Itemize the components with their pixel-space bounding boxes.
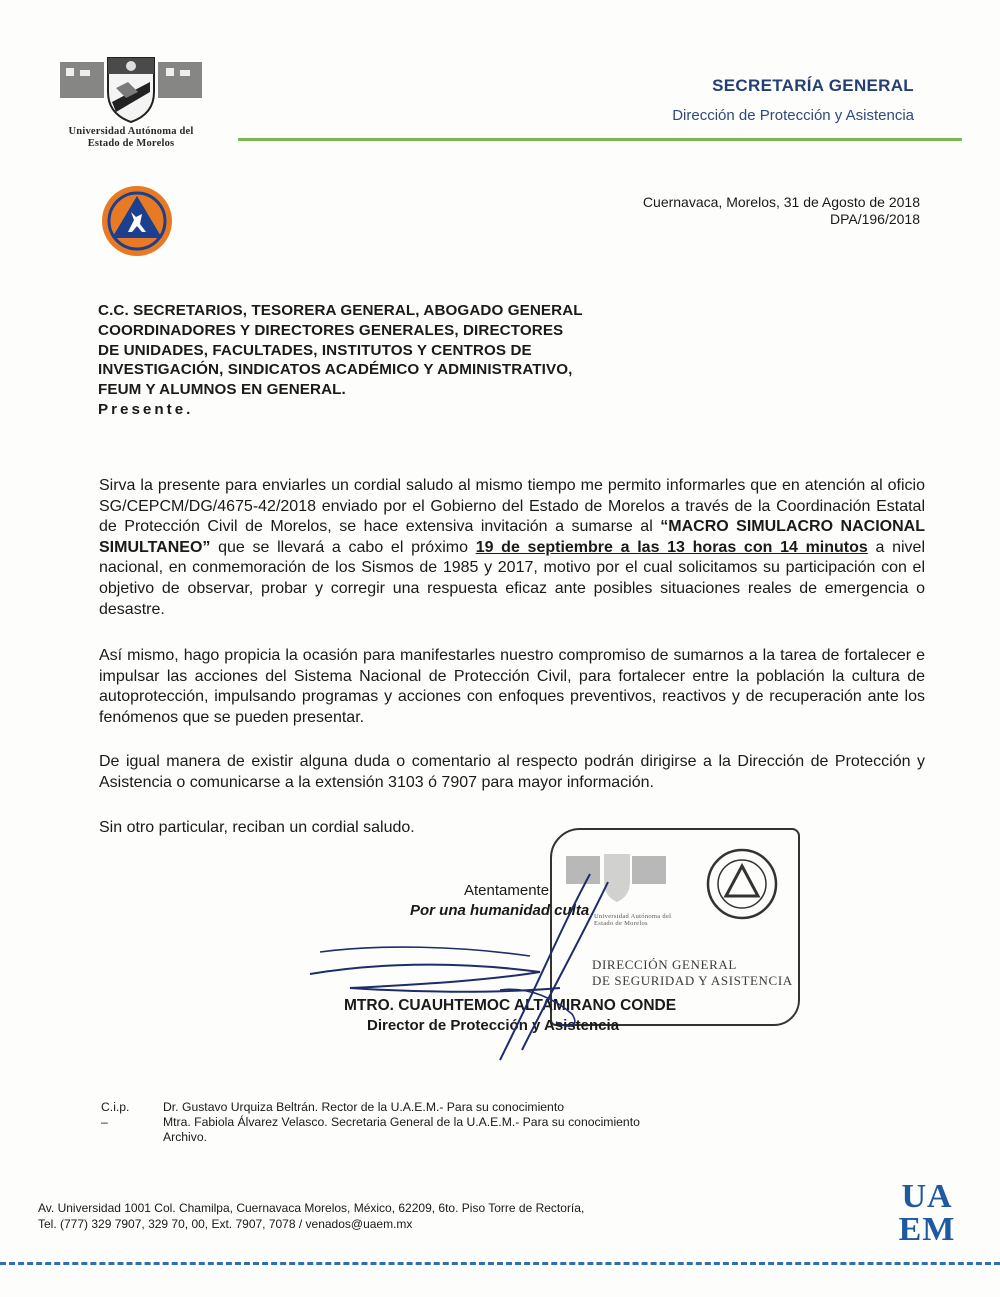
p1-text-c: a nivel nacional, en conmemoración de los Sismos de 1985 y 2017, motivo por el cual solicitamos su participación con el objetivo de observar, probar y corregir una respuesta eficaz ante posibles situaciones reales de emergencia o desastre. [99, 538, 926, 618]
uaem-logo-line1: UA [901, 1178, 953, 1215]
addressee-line: INVESTIGACIÓN, SINDICATOS ACADÉMICO Y ADMINISTRATIVO, [98, 361, 573, 379]
addressee-line: FEUM Y ALUMNOS EN GENERAL. [98, 381, 346, 399]
signer-role: Director de Protección y Asistencia [367, 1017, 620, 1034]
seal-university-line2: Estado de Morelos [594, 920, 648, 927]
place-date: Cuernavaca, Morelos, 31 de Agosto de 2018 [642, 194, 920, 210]
letterhead-department [672, 76, 914, 124]
addressee-line: COORDINADORES Y DIRECTORES GENERALES, DIRECTORES [98, 321, 564, 339]
body-paragraph-4 [99, 818, 925, 839]
p1-text-b: que se llevará a cabo el próximo [210, 538, 476, 556]
addressee-block [98, 301, 658, 420]
seal-line1: DIRECCIÓN GENERAL [592, 957, 737, 972]
document-reference: DPA/196/2018 [829, 211, 920, 227]
civil-protection-logo [100, 184, 174, 258]
cc-label: C.i.p. – [101, 1100, 130, 1129]
footer-divider [0, 1262, 1000, 1265]
p3-text: De igual manera de existir alguna duda o comentario al respecto podrán dirigirse a la Dirección de Protección y Asistencia o comunicarse a la extensión 3103 ó 7907 para mayor información. [99, 753, 925, 791]
header-divider [238, 138, 962, 141]
footer-address-line: Av. Universidad 1001 Col. Chamilpa, Cuernavaca Morelos, México, 62209, 6to. Piso Torre de Rectoría, [38, 1201, 585, 1215]
p4-text: Sin otro particular, reciban un cordial saludo. [99, 819, 415, 836]
body-paragraph-3 [99, 752, 925, 793]
p1-text-a: Sirva la presente para enviarles un cordial saludo al mismo tiempo me permito informarles que en atención al oficio SG/CEPCM/DG/4675-42/2018 enviado por el Gobierno del Estado de Morelos a través de la Coordinación Estatal de Protección Civil de Morelos, se hace extensiva invitación a sumarse al [99, 477, 925, 536]
letter-date-reference [643, 194, 920, 228]
event-datetime: 19 de septiembre a las 13 horas con 14 minutos [475, 538, 868, 556]
cc-line: Dr. Gustavo Urquiza Beltrán. Rector de la U.A.E.M.- Para su conocimiento [163, 1100, 564, 1114]
presente-label: Presente. [98, 400, 194, 418]
signature-mark [290, 860, 620, 1070]
closing: Atentamente [464, 882, 550, 899]
seal-university-line1: Universidad Autónoma del [594, 913, 672, 920]
direccion-subtitle: Dirección de Protección y Asistencia [672, 107, 914, 124]
uaem-footer-logo [892, 1180, 962, 1246]
motto: Por una humanidad culta [410, 902, 590, 919]
uaem-logo-line2: EM [898, 1211, 956, 1248]
uaem-coat-of-arms-logo [56, 52, 206, 124]
footer-contact-line: Tel. (777) 329 7907, 329 70, 00, Ext. 7907, 7078 / venados@uaem.mx [38, 1217, 413, 1231]
seal-line2: DE SEGURIDAD Y ASISTENCIA [592, 973, 793, 988]
university-name-line2: Estado de Morelos [87, 138, 175, 149]
cc-line: Archivo. [163, 1130, 208, 1144]
cc-line: Mtra. Fabiola Álvarez Velasco. Secretaria General de la U.A.E.M.- Para su conocimiento [163, 1115, 640, 1129]
body-paragraph-2 [99, 646, 925, 728]
footer-address [38, 1200, 584, 1232]
seal-text [592, 957, 793, 989]
addressee-line: C.C. SECRETARIOS, TESORERA GENERAL, ABOGADO GENERAL [98, 302, 583, 319]
university-name [40, 126, 222, 150]
body-paragraph-1 [99, 476, 925, 620]
event-name: “MACRO SIMULACRO NACIONAL SIMULTANEO” [99, 518, 925, 556]
p2-text: Así mismo, hago propicia la ocasión para manifestarles nuestro compromiso de sumarnos a la tarea de fortalecer e impulsar las acciones del Sistema Nacional de Protección Civil, para fortalecer entre la población la cultura de autoprotección, impulsando programas y acciones con enfoques preventivos, reactivos y de recuperación ante los fenómenos que se pueden presentar. [99, 647, 925, 726]
secretaria-title: SECRETARÍA GENERAL [712, 76, 914, 95]
addressee-line: DE UNIDADES, FACULTADES, INSTITUTOS Y CENTROS DE [98, 341, 532, 359]
university-name-line1: Universidad Autónoma del [68, 126, 194, 137]
signer-name: MTRO. CUAUHTEMOC ALTAMIRANO CONDE [344, 997, 677, 1014]
